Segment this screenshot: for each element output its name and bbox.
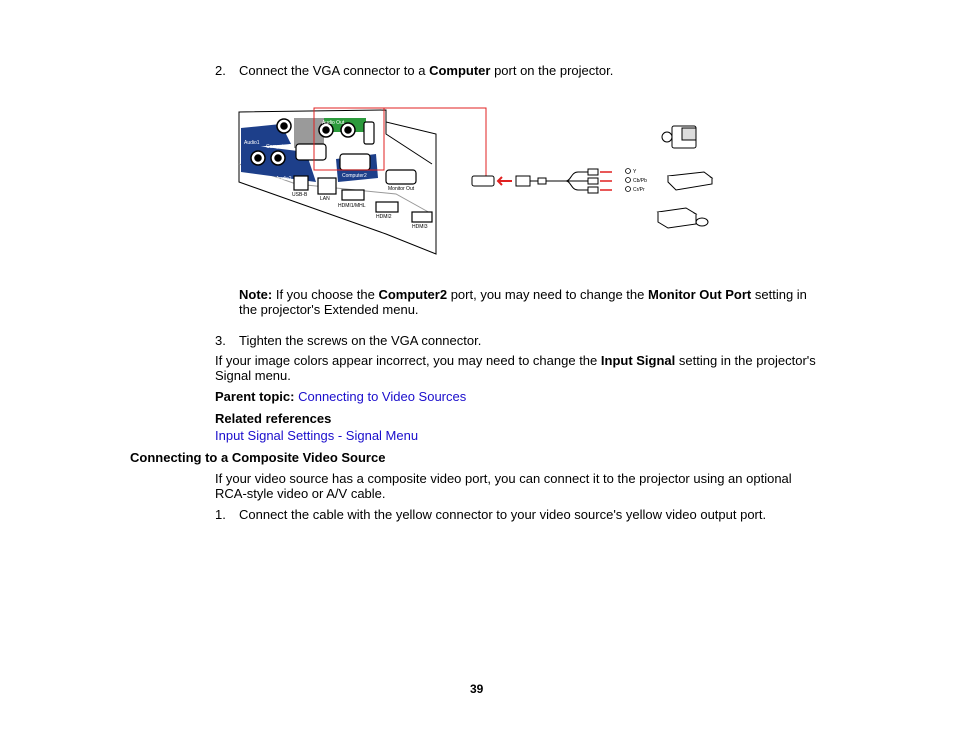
section-title: Connecting to a Composite Video Source bbox=[130, 450, 386, 465]
note-line-2: the projector's Extended menu. bbox=[239, 302, 419, 317]
label-computer2: Computer2 bbox=[342, 173, 367, 179]
parent-topic-label: Parent topic: bbox=[215, 389, 295, 404]
step-text: Tighten the screws on the VGA connector. bbox=[239, 333, 482, 348]
colors-paragraph bbox=[215, 353, 816, 383]
section-paragraph-line-1: If your video source has a composite video port, you can connect it to the projector using an optional bbox=[215, 471, 792, 486]
connection-diagram bbox=[236, 104, 716, 256]
parent-topic-link[interactable]: Connecting to Video Sources bbox=[298, 389, 467, 404]
step-text: Connect the VGA connector to a Computer port on the projector. bbox=[239, 63, 614, 78]
related-references-heading: Related references bbox=[215, 411, 332, 426]
game-console-icon bbox=[658, 208, 708, 228]
label-audio1: Audio1 bbox=[244, 140, 260, 146]
colors-line-1: If your image colors appear incorrect, you may need to change the Input Signal setting in the projector's bbox=[215, 353, 816, 368]
camcorder-icon bbox=[662, 126, 696, 148]
label-audio-out: Audio Out bbox=[322, 120, 345, 126]
step-number: 3. bbox=[215, 333, 226, 348]
vga-to-component-cable bbox=[472, 169, 612, 193]
label-hdmi3: HDMI3 bbox=[412, 224, 428, 230]
label-audio2: Audio2 bbox=[276, 176, 292, 182]
step-number: 2. bbox=[215, 63, 226, 78]
parent-topic bbox=[215, 389, 466, 404]
label-computer1: Computer1 bbox=[266, 144, 291, 150]
section-paragraph bbox=[215, 471, 792, 501]
label-hdmi1: HDMI1/MHL bbox=[338, 203, 366, 209]
component-label-y: Y bbox=[633, 169, 637, 175]
note-line-1: Note: If you choose the Computer2 port, you may need to change the Monitor Out Port setting in bbox=[239, 287, 807, 302]
step-number: 1. bbox=[215, 507, 226, 522]
step-text: Connect the cable with the yellow connector to your video source's yellow video output port. bbox=[239, 507, 767, 522]
label-monitor-out: Monitor Out bbox=[388, 186, 415, 192]
dvd-player-icon bbox=[668, 172, 712, 190]
label-hdmi2: HDMI2 bbox=[376, 214, 392, 220]
label-lan: LAN bbox=[320, 196, 330, 202]
colors-line-2: Signal menu. bbox=[215, 368, 291, 383]
component-label-cr: Cr/Pr bbox=[633, 187, 645, 193]
component-label-cb: Cb/Pb bbox=[633, 178, 647, 184]
section-paragraph-line-2: RCA-style video or A/V cable. bbox=[215, 486, 386, 501]
label-usb-b: USB-B bbox=[292, 192, 308, 198]
page-number: 39 bbox=[470, 682, 484, 696]
note bbox=[239, 287, 807, 317]
related-reference-link[interactable]: Input Signal Settings - Signal Menu bbox=[215, 428, 419, 443]
